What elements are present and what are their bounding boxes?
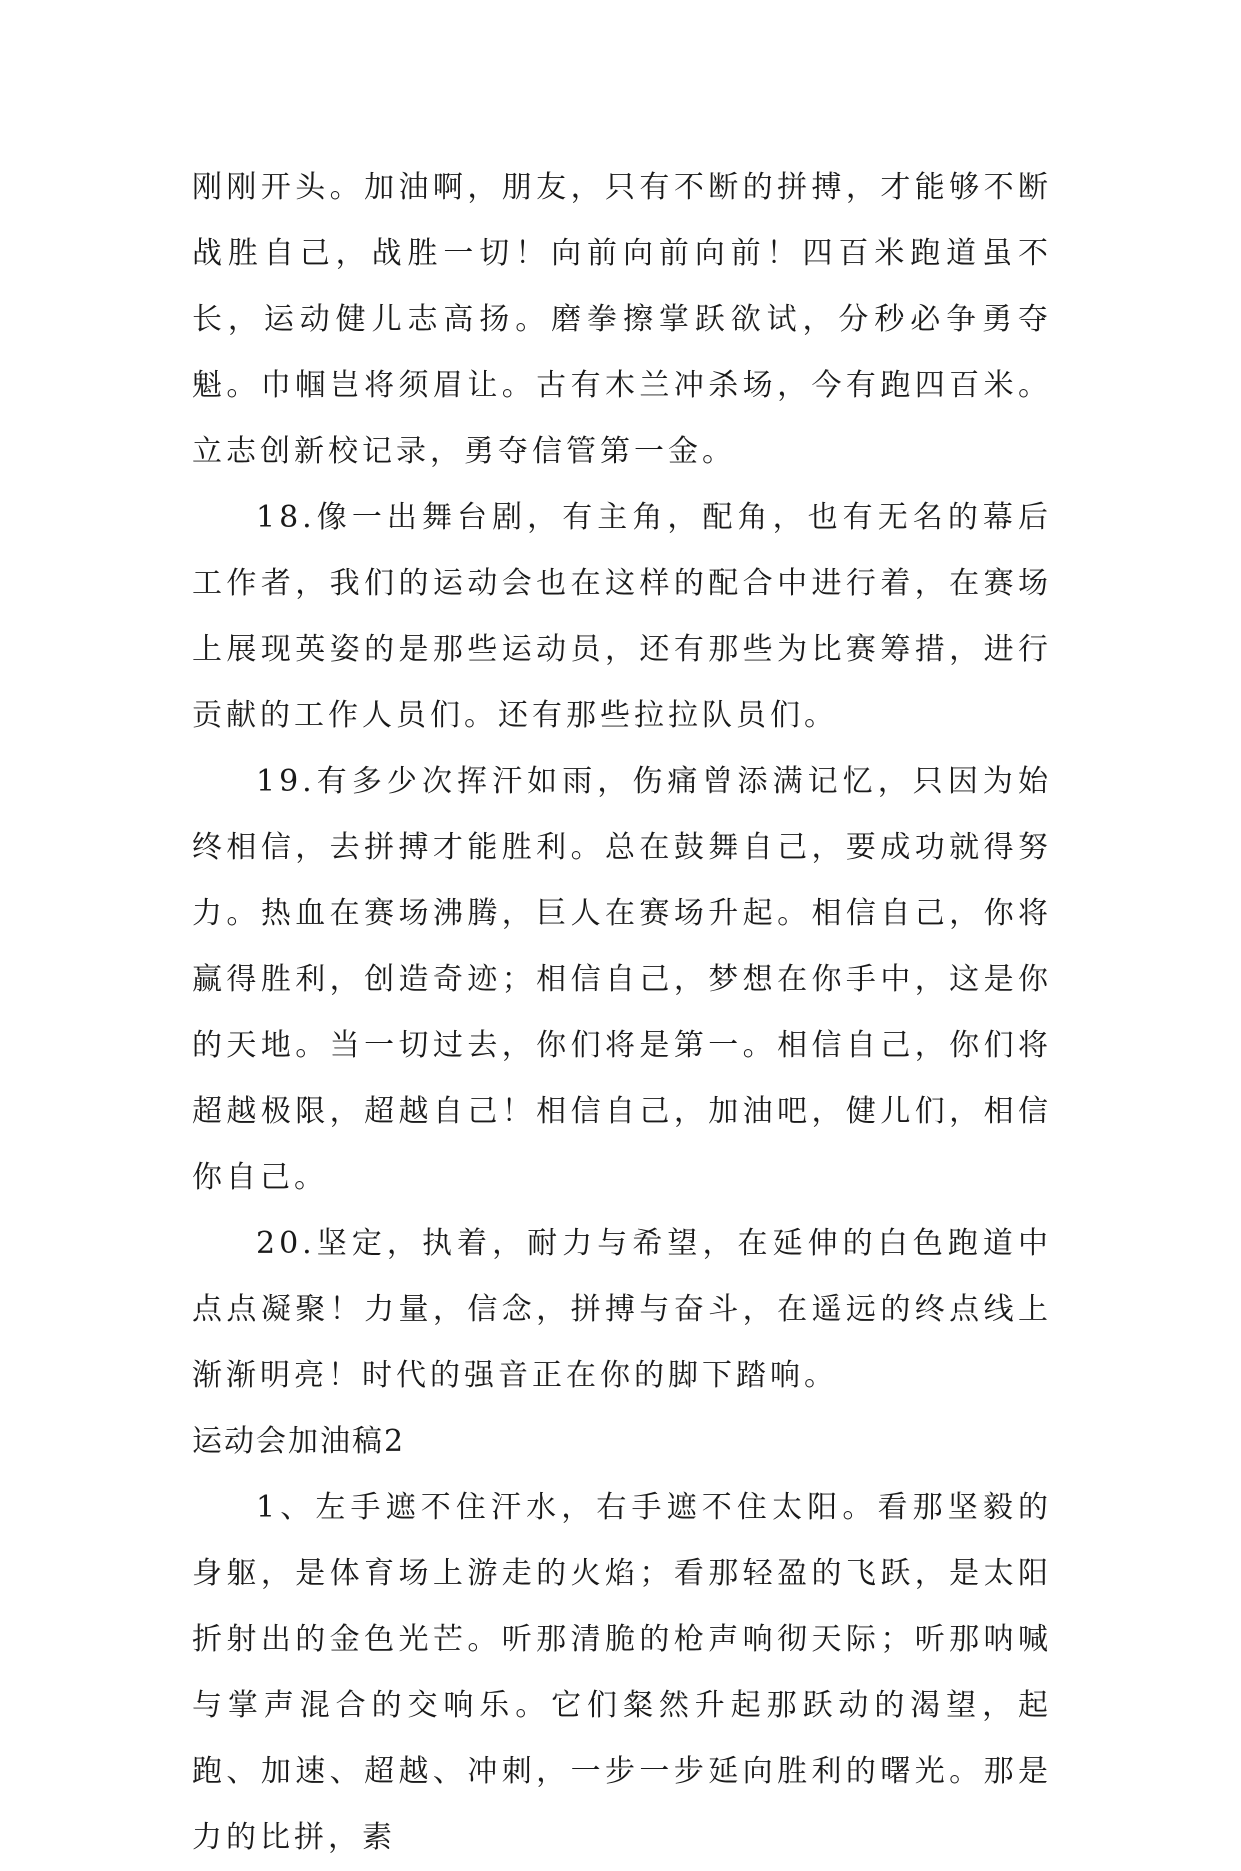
paragraph-item-20: 20.坚定，执着，耐力与希望，在延伸的白色跑道中点点凝聚！力量，信念，拼搏与奋斗，在遥远的终点线上渐渐明亮！时代的强音正在你的脚下踏响。 <box>192 1226 1052 1393</box>
paragraph-item-1: 1、左手遮不住汗水，右手遮不住太阳。看那坚毅的身躯，是体育场上游走的火焰；看那轻盈的飞跃，是太阳折射出的金色光芒。听那清脆的枪声响彻天际；听那呐喊与掌声混合的交响乐。它们粲然升起那跃动的渴望，起跑、加速、超越、冲刺，一步一步延向胜利的曙光。那是力的比拼，素 <box>192 1490 1052 1855</box>
paragraph-item-19: 19.有多少次挥汗如雨，伤痛曾添满记忆，只因为始终相信，去拼搏才能胜利。总在鼓舞自己，要成功就得努力。热血在赛场沸腾，巨人在赛场升起。相信自己，你将赢得胜利，创造奇迹；相信自己，梦想在你手中，这是你的天地。当一切过去，你们将是第一。相信自己，你们将超越极限，超越自己！相信自己，加油吧，健儿们，相信你自己。 <box>192 764 1052 1195</box>
paragraph-continuation: 刚刚开头。加油啊，朋友，只有不断的拼搏，才能够不断战胜自己，战胜一切！向前向前向前！四百米跑道虽不长，运动健儿志高扬。磨拳擦掌跃欲试，分秒必争勇夺魁。巾帼岂将须眉让。古有木兰冲杀场，今有跑四百米。立志创新校记录，勇夺信管第一金。 <box>192 170 1052 469</box>
document-page <box>192 155 1052 1871</box>
paragraph-item-18: 18.像一出舞台剧，有主角，配角，也有无名的幕后工作者，我们的运动会也在这样的配合中进行着，在赛场上展现英姿的是那些运动员，还有那些为比赛筹措，进行贡献的工作人员们。还有那些拉拉队员们。 <box>192 500 1052 733</box>
section-heading: 运动会加油稿2 <box>192 1424 406 1459</box>
